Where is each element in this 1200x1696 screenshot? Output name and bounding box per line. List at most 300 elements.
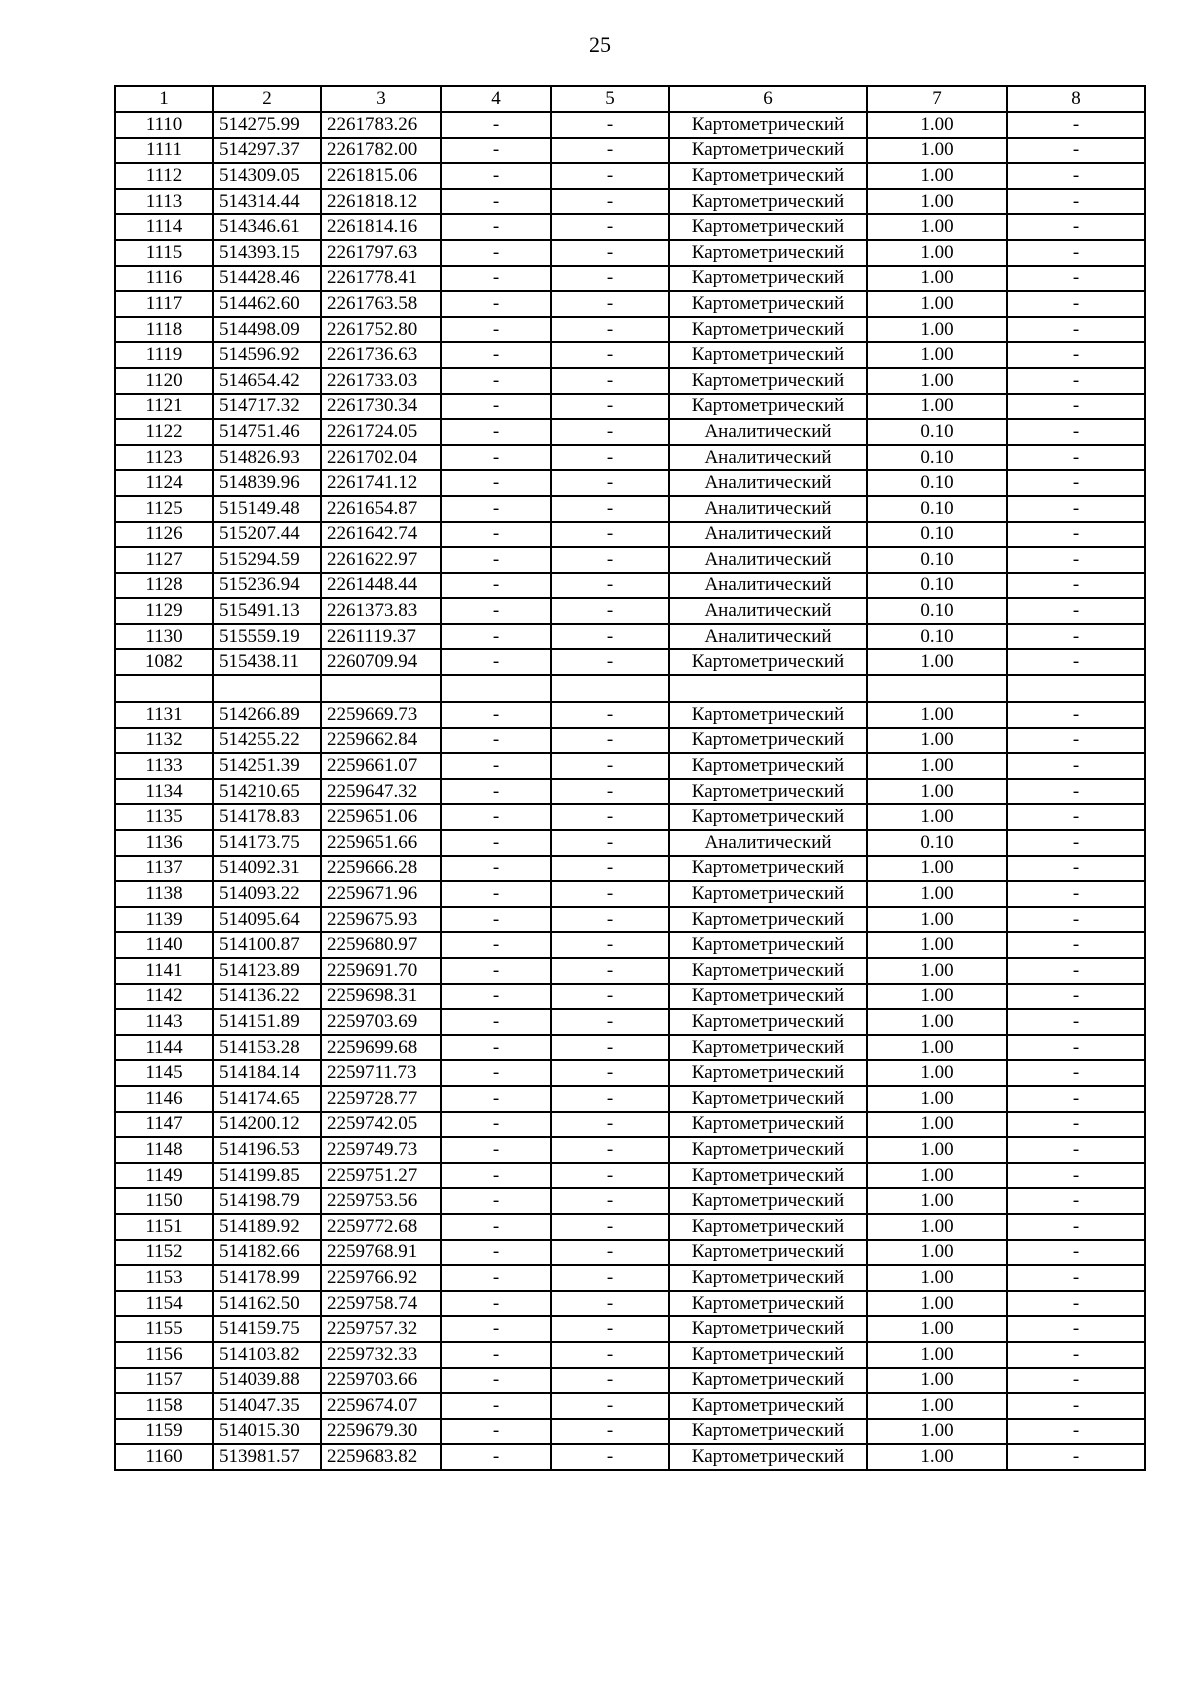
table-cell-col8: - xyxy=(1007,163,1145,189)
table-cell-col6: Картометрический xyxy=(669,1163,867,1189)
table-cell-col5: - xyxy=(551,984,669,1010)
table-cell-col4: - xyxy=(441,189,551,215)
table-cell-col2: 515491.13 xyxy=(213,598,321,624)
table-cell-col6: Картометрический xyxy=(669,702,867,728)
table-cell-col1: 1128 xyxy=(115,573,213,599)
table-cell-col1: 1123 xyxy=(115,445,213,471)
table-cell-col3: 2261741.12 xyxy=(321,470,441,496)
column-header-4: 4 xyxy=(441,86,551,112)
table-cell-col1: 1136 xyxy=(115,830,213,856)
table-cell-col7: 1.00 xyxy=(867,856,1007,882)
table-cell-col7: 1.00 xyxy=(867,342,1007,368)
table-cell-col7: 1.00 xyxy=(867,1444,1007,1470)
table-cell-col1: 1157 xyxy=(115,1368,213,1394)
table-cell-col6: Картометрический xyxy=(669,1393,867,1419)
table-cell-col3: 2261763.58 xyxy=(321,291,441,317)
table-cell-col5: - xyxy=(551,1163,669,1189)
table-cell-col6: Картометрический xyxy=(669,1137,867,1163)
table-cell-col4: - xyxy=(441,1009,551,1035)
table-cell-col3: 2259680.97 xyxy=(321,932,441,958)
table-cell-col7: 1.00 xyxy=(867,317,1007,343)
table-cell-col7: 1.00 xyxy=(867,112,1007,138)
column-header-5: 5 xyxy=(551,86,669,112)
table-cell-col7: 1.00 xyxy=(867,1086,1007,1112)
column-header-2: 2 xyxy=(213,86,321,112)
table-cell-col7: 1.00 xyxy=(867,1368,1007,1394)
table-cell-col7: 1.00 xyxy=(867,804,1007,830)
table-row xyxy=(115,445,1145,471)
table-cell-col1: 1147 xyxy=(115,1112,213,1138)
table-cell-col4: - xyxy=(441,702,551,728)
table-cell-col1: 1138 xyxy=(115,881,213,907)
table-cell-col6: Картометрический xyxy=(669,1444,867,1470)
table-cell-col6: Картометрический xyxy=(669,1009,867,1035)
table-cell-col8: - xyxy=(1007,649,1145,675)
table-cell-col8: - xyxy=(1007,573,1145,599)
table-cell-col1: 1127 xyxy=(115,547,213,573)
table-cell-col5: - xyxy=(551,1112,669,1138)
table-cell-col1: 1154 xyxy=(115,1291,213,1317)
table-cell-col2: 514596.92 xyxy=(213,342,321,368)
table-cell-col4: - xyxy=(441,1444,551,1470)
table-row xyxy=(115,547,1145,573)
table-cell-col8: - xyxy=(1007,1240,1145,1266)
table-cell-col7: 1.00 xyxy=(867,728,1007,754)
table-cell-col5: - xyxy=(551,1393,669,1419)
table-cell-col8: - xyxy=(1007,317,1145,343)
table-cell-col7: 1.00 xyxy=(867,649,1007,675)
table-cell-col1: 1159 xyxy=(115,1419,213,1445)
table-cell-col7: 1.00 xyxy=(867,214,1007,240)
table-cell-col8: - xyxy=(1007,1368,1145,1394)
table-cell-col4: - xyxy=(441,522,551,548)
table-cell-col8: - xyxy=(1007,1316,1145,1342)
table-cell-col2: 514123.89 xyxy=(213,958,321,984)
table-cell-col7: 1.00 xyxy=(867,1316,1007,1342)
table-cell-col5: - xyxy=(551,1342,669,1368)
table-cell-col6: Картометрический xyxy=(669,1060,867,1086)
table-cell-col7: 1.00 xyxy=(867,240,1007,266)
table-row xyxy=(115,419,1145,445)
table-cell-col1: 1142 xyxy=(115,984,213,1010)
table-cell-col3: 2261724.05 xyxy=(321,419,441,445)
table-row xyxy=(115,779,1145,805)
table-cell-col5: - xyxy=(551,214,669,240)
table-cell-col2: 514210.65 xyxy=(213,779,321,805)
table-row xyxy=(115,1188,1145,1214)
table-cell-col7: 1.00 xyxy=(867,189,1007,215)
table-cell-col7: 1.00 xyxy=(867,753,1007,779)
table-cell-col5: - xyxy=(551,856,669,882)
table-cell-col3: 2259666.28 xyxy=(321,856,441,882)
table-cell-col2: 514462.60 xyxy=(213,291,321,317)
table-cell-col2: 514092.31 xyxy=(213,856,321,882)
table-cell-col4: - xyxy=(441,138,551,164)
table-cell-col5: - xyxy=(551,1009,669,1035)
table-cell-col1: 1152 xyxy=(115,1240,213,1266)
table-row xyxy=(115,1060,1145,1086)
table-cell-col6: Аналитический xyxy=(669,547,867,573)
table-cell-col3: 2259669.73 xyxy=(321,702,441,728)
table-cell-col3: 2259675.93 xyxy=(321,907,441,933)
table-cell-col6 xyxy=(669,675,867,702)
table-cell-col2: 514103.82 xyxy=(213,1342,321,1368)
table-cell-col3: 2259753.56 xyxy=(321,1188,441,1214)
table-row xyxy=(115,496,1145,522)
table-cell-col2: 514039.88 xyxy=(213,1368,321,1394)
table-cell-col1: 1122 xyxy=(115,419,213,445)
table-cell-col3: 2259728.77 xyxy=(321,1086,441,1112)
table-cell-col3: 2259661.07 xyxy=(321,753,441,779)
table-cell-col2: 514198.79 xyxy=(213,1188,321,1214)
table-row xyxy=(115,1368,1145,1394)
table-cell-col2: 514251.39 xyxy=(213,753,321,779)
table-cell-col6: Картометрический xyxy=(669,163,867,189)
table-cell-col4: - xyxy=(441,214,551,240)
table-cell-col6: Аналитический xyxy=(669,830,867,856)
table-cell-col2: 514346.61 xyxy=(213,214,321,240)
table-cell-col8: - xyxy=(1007,112,1145,138)
table-cell-col7: 1.00 xyxy=(867,958,1007,984)
table-cell-col7: 1.00 xyxy=(867,1240,1007,1266)
table-cell-col5: - xyxy=(551,702,669,728)
table-row xyxy=(115,624,1145,650)
table-cell-col4: - xyxy=(441,1188,551,1214)
table-row xyxy=(115,702,1145,728)
table-cell-col3: 2259749.73 xyxy=(321,1137,441,1163)
table-row xyxy=(115,112,1145,138)
table-cell-col5: - xyxy=(551,138,669,164)
table-cell-col1: 1121 xyxy=(115,394,213,420)
table-cell-col5: - xyxy=(551,624,669,650)
table-cell-col2: 514184.14 xyxy=(213,1060,321,1086)
table-cell-col1: 1112 xyxy=(115,163,213,189)
table-cell-col4: - xyxy=(441,856,551,882)
table-cell-col5: - xyxy=(551,394,669,420)
table-cell-col5: - xyxy=(551,445,669,471)
table-cell-col6: Картометрический xyxy=(669,753,867,779)
table-cell-col3: 2259662.84 xyxy=(321,728,441,754)
table-cell-col2: 515559.19 xyxy=(213,624,321,650)
table-cell-col7: 1.00 xyxy=(867,1419,1007,1445)
table-cell-col4: - xyxy=(441,1419,551,1445)
table-cell-col1: 1118 xyxy=(115,317,213,343)
table-cell-col5: - xyxy=(551,1444,669,1470)
table-cell-col3: 2259671.96 xyxy=(321,881,441,907)
table-row xyxy=(115,1214,1145,1240)
table-cell-col8: - xyxy=(1007,547,1145,573)
table-cell-col8: - xyxy=(1007,624,1145,650)
table-cell-col8 xyxy=(1007,675,1145,702)
table-cell-col6: Картометрический xyxy=(669,984,867,1010)
table-cell-col7: 0.10 xyxy=(867,470,1007,496)
table-row xyxy=(115,1316,1145,1342)
table-cell-col5: - xyxy=(551,266,669,292)
table-cell-col8: - xyxy=(1007,932,1145,958)
table-cell-col1: 1082 xyxy=(115,649,213,675)
table-cell-col7: 1.00 xyxy=(867,1035,1007,1061)
table-cell-col5: - xyxy=(551,958,669,984)
table-cell-col1: 1129 xyxy=(115,598,213,624)
table-cell-col4: - xyxy=(441,496,551,522)
table-row xyxy=(115,984,1145,1010)
table-cell-col5: - xyxy=(551,163,669,189)
table-cell-col4: - xyxy=(441,1368,551,1394)
table-cell-col2: 514839.96 xyxy=(213,470,321,496)
table-cell-col2: 515149.48 xyxy=(213,496,321,522)
table-cell-col1: 1156 xyxy=(115,1342,213,1368)
table-cell-col5: - xyxy=(551,932,669,958)
table-cell-col5: - xyxy=(551,317,669,343)
table-cell-col8: - xyxy=(1007,214,1145,240)
table-cell-col6: Картометрический xyxy=(669,1214,867,1240)
column-header-6: 6 xyxy=(669,86,867,112)
table-cell-col5: - xyxy=(551,1419,669,1445)
table-cell-col7: 1.00 xyxy=(867,881,1007,907)
table-cell-col3: 2261818.12 xyxy=(321,189,441,215)
table-cell-col4: - xyxy=(441,728,551,754)
table-cell-col3: 2259711.73 xyxy=(321,1060,441,1086)
table-cell-col3: 2259651.06 xyxy=(321,804,441,830)
table-cell-col1: 1124 xyxy=(115,470,213,496)
table-cell-col5: - xyxy=(551,830,669,856)
table-cell-col4: - xyxy=(441,649,551,675)
table-cell-col3: 2259647.32 xyxy=(321,779,441,805)
table-row xyxy=(115,394,1145,420)
table-cell-col4: - xyxy=(441,368,551,394)
table-cell-col2: 514266.89 xyxy=(213,702,321,728)
table-cell-col6: Картометрический xyxy=(669,958,867,984)
table-cell-col4: - xyxy=(441,547,551,573)
table-cell-col6: Картометрический xyxy=(669,1086,867,1112)
table-cell-col8: - xyxy=(1007,419,1145,445)
table-cell-col3: 2259699.68 xyxy=(321,1035,441,1061)
table-cell-col8: - xyxy=(1007,291,1145,317)
table-cell-col8: - xyxy=(1007,1009,1145,1035)
table-cell-col8: - xyxy=(1007,138,1145,164)
table-row xyxy=(115,907,1145,933)
table-cell-col3: 2261654.87 xyxy=(321,496,441,522)
table-cell-col3: 2259757.32 xyxy=(321,1316,441,1342)
table-cell-col5: - xyxy=(551,240,669,266)
table-cell-col5: - xyxy=(551,573,669,599)
table-cell-col7: 0.10 xyxy=(867,496,1007,522)
column-header-3: 3 xyxy=(321,86,441,112)
table-cell-col4: - xyxy=(441,163,551,189)
table-cell-col6: Картометрический xyxy=(669,240,867,266)
table-cell-col1: 1153 xyxy=(115,1265,213,1291)
table-cell-col1: 1140 xyxy=(115,932,213,958)
table-row xyxy=(115,1163,1145,1189)
table-row xyxy=(115,958,1145,984)
table-cell-col1: 1111 xyxy=(115,138,213,164)
table-cell-col1: 1135 xyxy=(115,804,213,830)
table-cell-col1: 1110 xyxy=(115,112,213,138)
table-cell-col3: 2259691.70 xyxy=(321,958,441,984)
table-cell-col1: 1145 xyxy=(115,1060,213,1086)
table-cell-col8: - xyxy=(1007,1163,1145,1189)
table-cell-col8: - xyxy=(1007,368,1145,394)
table-cell-col6: Картометрический xyxy=(669,317,867,343)
table-cell-col7: 1.00 xyxy=(867,779,1007,805)
table-cell-col5: - xyxy=(551,496,669,522)
table-cell-col6: Картометрический xyxy=(669,368,867,394)
table-cell-col4: - xyxy=(441,881,551,907)
table-cell-col2: 514178.83 xyxy=(213,804,321,830)
table-cell-col2: 514182.66 xyxy=(213,1240,321,1266)
table-cell-col8: - xyxy=(1007,1035,1145,1061)
table-cell-col3: 2259651.66 xyxy=(321,830,441,856)
table-cell-col3: 2261119.37 xyxy=(321,624,441,650)
table-cell-col4: - xyxy=(441,1060,551,1086)
table-cell-col2: 515294.59 xyxy=(213,547,321,573)
table-cell-col2: 514159.75 xyxy=(213,1316,321,1342)
table-cell-col8: - xyxy=(1007,1188,1145,1214)
table-cell-col8: - xyxy=(1007,1265,1145,1291)
table-cell-col5: - xyxy=(551,753,669,779)
table-cell-col4: - xyxy=(441,1112,551,1138)
table-cell-col2: 514826.93 xyxy=(213,445,321,471)
table-cell-col4: - xyxy=(441,394,551,420)
table-cell-col5: - xyxy=(551,1188,669,1214)
table-cell-col8: - xyxy=(1007,984,1145,1010)
table-row xyxy=(115,1009,1145,1035)
table-cell-col7: 1.00 xyxy=(867,291,1007,317)
table-cell-col6: Картометрический xyxy=(669,189,867,215)
table-cell-col8: - xyxy=(1007,240,1145,266)
table-cell-col2: 514199.85 xyxy=(213,1163,321,1189)
table-cell-col4: - xyxy=(441,266,551,292)
table-cell-col4: - xyxy=(441,1086,551,1112)
table-cell-col1: 1137 xyxy=(115,856,213,882)
table-cell-col8: - xyxy=(1007,470,1145,496)
table-cell-col2: 514751.46 xyxy=(213,419,321,445)
table-row xyxy=(115,214,1145,240)
table-cell-col1: 1117 xyxy=(115,291,213,317)
table-cell-col7: 1.00 xyxy=(867,266,1007,292)
table-cell-col8: - xyxy=(1007,598,1145,624)
table-cell-col8: - xyxy=(1007,1214,1145,1240)
table-body xyxy=(115,86,1145,1470)
table-cell-col6: Картометрический xyxy=(669,907,867,933)
table-cell-col3: 2259751.27 xyxy=(321,1163,441,1189)
table-cell-col2: 514047.35 xyxy=(213,1393,321,1419)
table-cell-col1: 1151 xyxy=(115,1214,213,1240)
table-cell-col3: 2261814.16 xyxy=(321,214,441,240)
table-row xyxy=(115,1419,1145,1445)
table-cell-col5: - xyxy=(551,728,669,754)
table-cell-col6: Картометрический xyxy=(669,779,867,805)
table-cell-col3: 2261736.63 xyxy=(321,342,441,368)
table-cell-col5: - xyxy=(551,189,669,215)
table-cell-col4: - xyxy=(441,1214,551,1240)
table-cell-col8: - xyxy=(1007,907,1145,933)
table-row xyxy=(115,598,1145,624)
table-cell-col6: Картометрический xyxy=(669,1112,867,1138)
table-cell-col7: 1.00 xyxy=(867,932,1007,958)
table-cell-col1: 1150 xyxy=(115,1188,213,1214)
table-cell-col5: - xyxy=(551,419,669,445)
table-cell-col5: - xyxy=(551,1086,669,1112)
table-cell-col2: 514100.87 xyxy=(213,932,321,958)
table-cell-col4: - xyxy=(441,419,551,445)
table-cell-col4: - xyxy=(441,779,551,805)
table-cell-col4: - xyxy=(441,1137,551,1163)
table-cell-col7: 0.10 xyxy=(867,419,1007,445)
table-row xyxy=(115,1137,1145,1163)
table-cell-col4: - xyxy=(441,291,551,317)
table-cell-col2: 514498.09 xyxy=(213,317,321,343)
table-cell-col2: 514297.37 xyxy=(213,138,321,164)
table-cell-col5: - xyxy=(551,547,669,573)
table-row xyxy=(115,189,1145,215)
table-row xyxy=(115,881,1145,907)
table-cell-col4: - xyxy=(441,1342,551,1368)
table-cell-col6: Картометрический xyxy=(669,856,867,882)
table-cell-col6: Картометрический xyxy=(669,728,867,754)
table-cell-col3 xyxy=(321,675,441,702)
table-cell-col7: 1.00 xyxy=(867,163,1007,189)
table-cell-col4: - xyxy=(441,240,551,266)
table-cell-col5: - xyxy=(551,112,669,138)
table-cell-col5: - xyxy=(551,649,669,675)
table-cell-col7: 1.00 xyxy=(867,1009,1007,1035)
table-cell-col6: Аналитический xyxy=(669,445,867,471)
table-cell-col7: 1.00 xyxy=(867,1112,1007,1138)
table-cell-col7: 0.10 xyxy=(867,598,1007,624)
table-row xyxy=(115,163,1145,189)
table-cell-col4: - xyxy=(441,1035,551,1061)
table-cell-col8: - xyxy=(1007,342,1145,368)
table-cell-col5: - xyxy=(551,1137,669,1163)
table-cell-col2: 514654.42 xyxy=(213,368,321,394)
table-cell-col3: 2261642.74 xyxy=(321,522,441,548)
table-cell-col6: Аналитический xyxy=(669,419,867,445)
table-cell-col8: - xyxy=(1007,830,1145,856)
table-cell-col2: 514309.05 xyxy=(213,163,321,189)
table-cell-col3: 2261702.04 xyxy=(321,445,441,471)
table-cell-col4 xyxy=(441,675,551,702)
table-cell-col6: Картометрический xyxy=(669,1419,867,1445)
table-cell-col4: - xyxy=(441,830,551,856)
table-cell-col8: - xyxy=(1007,804,1145,830)
table-cell-col6: Картометрический xyxy=(669,1291,867,1317)
table-row xyxy=(115,649,1145,675)
table-cell-col5: - xyxy=(551,779,669,805)
table-cell-col8: - xyxy=(1007,1342,1145,1368)
table-cell-col4: - xyxy=(441,342,551,368)
table-cell-col7: 1.00 xyxy=(867,1214,1007,1240)
table-cell-col2: 514178.99 xyxy=(213,1265,321,1291)
table-row xyxy=(115,1444,1145,1470)
table-cell-col8: - xyxy=(1007,1291,1145,1317)
table-row xyxy=(115,1393,1145,1419)
table-row xyxy=(115,1265,1145,1291)
table-row xyxy=(115,804,1145,830)
table-cell-col4: - xyxy=(441,445,551,471)
table-cell-col1: 1146 xyxy=(115,1086,213,1112)
table-cell-col6: Картометрический xyxy=(669,1368,867,1394)
table-cell-col1: 1149 xyxy=(115,1163,213,1189)
table-row xyxy=(115,240,1145,266)
table-cell-col1: 1139 xyxy=(115,907,213,933)
table-row xyxy=(115,138,1145,164)
table-cell-col3: 2261448.44 xyxy=(321,573,441,599)
table-cell-col2: 514162.50 xyxy=(213,1291,321,1317)
table-cell-col7: 0.10 xyxy=(867,830,1007,856)
table-cell-col5: - xyxy=(551,1035,669,1061)
table-cell-col4: - xyxy=(441,753,551,779)
